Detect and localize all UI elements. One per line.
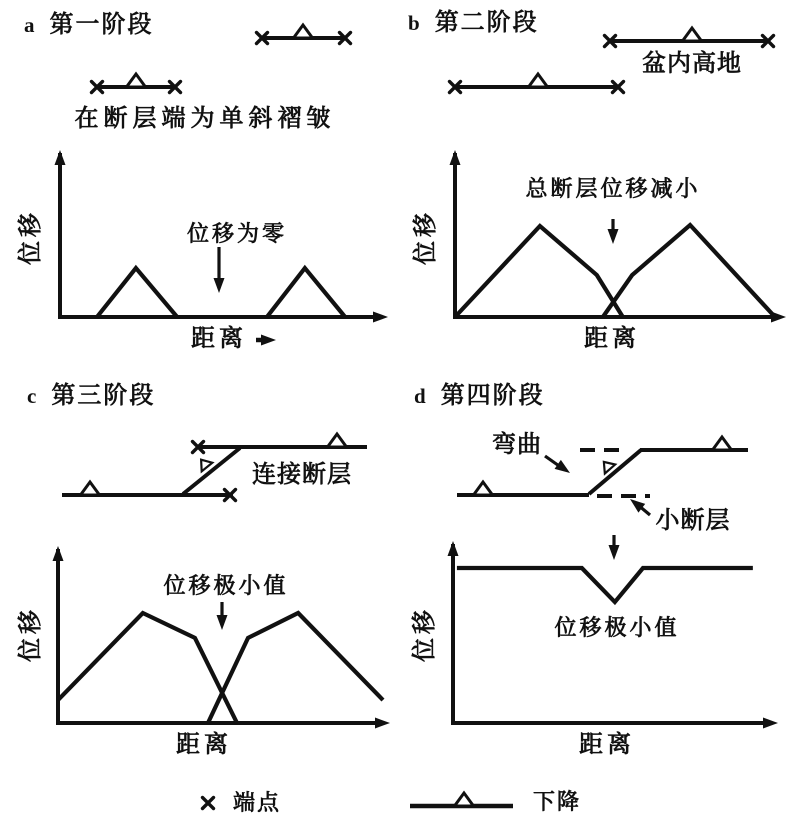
panel-a-caption: 在断层端为单斜褶皱	[74, 106, 336, 132]
panel-a-xlabel: 距离	[191, 326, 247, 352]
panel-stage-name: 第一阶段	[49, 12, 154, 38]
panel-a-annotation: 位移为零	[186, 221, 288, 246]
down-arrowhead-icon	[217, 615, 228, 630]
down-arrowhead-icon	[609, 545, 620, 560]
displacement-profile	[457, 568, 753, 602]
downthrown-triangle-icon	[599, 457, 615, 473]
panel-d-ylabel: 位移	[411, 606, 438, 662]
x-axis-arrowhead-icon	[375, 718, 390, 729]
panel-c-map-label: 连接断层	[252, 462, 352, 488]
panel-letter: b	[408, 11, 420, 35]
panel-stage-name: 第四阶段	[440, 383, 545, 409]
displacement-profile	[455, 226, 623, 317]
panel-d-title	[414, 383, 545, 409]
linking-fault-line	[589, 450, 641, 494]
linking-fault-line	[183, 448, 240, 494]
panel-stage-name: 第三阶段	[51, 383, 156, 409]
displacement-profile	[208, 613, 383, 723]
panel-c-annotation: 位移极小值	[163, 573, 289, 598]
panel-d-small-fault-label: 小断层	[655, 508, 731, 534]
legend-downthrown-label: 下降	[532, 789, 582, 814]
displacement-profile	[603, 225, 775, 317]
downthrown-triangle-icon	[474, 482, 493, 495]
panel-b-annotation: 总断层位移减小	[525, 176, 701, 201]
panel-b-ylabel: 位移	[412, 209, 439, 265]
panel-a-title	[24, 12, 154, 38]
panel-letter: a	[24, 13, 35, 37]
y-axis-arrowhead-icon	[55, 150, 66, 165]
downthrown-triangle-icon	[529, 74, 548, 87]
downthrown-triangle-icon	[127, 74, 146, 87]
panel-a-ylabel: 位移	[17, 209, 44, 265]
legend-downthrown-triangle-icon	[455, 793, 474, 806]
legend-endpoint-label: 端点	[232, 790, 282, 815]
displacement-profile	[58, 613, 237, 723]
panel-b-xlabel: 距离	[584, 326, 640, 352]
downthrown-triangle-icon	[713, 437, 732, 450]
downthrown-triangle-icon	[683, 28, 702, 41]
panel-c-ylabel: 位移	[17, 606, 44, 662]
displacement-profile	[97, 268, 177, 317]
panel-d-bend-label: 弯曲	[492, 432, 542, 458]
x-axis-arrowhead-icon	[763, 718, 778, 729]
panel-d-xlabel: 距离	[579, 732, 635, 758]
panel-c-title	[27, 383, 155, 409]
panel-d-annotation: 位移极小值	[554, 615, 680, 640]
bend-arrowhead-icon	[555, 460, 574, 478]
distance-arrowhead-icon	[261, 335, 276, 346]
y-axis-arrowhead-icon	[448, 541, 459, 556]
downthrown-triangle-icon	[81, 482, 100, 495]
down-arrowhead-icon	[214, 278, 225, 293]
down-arrowhead-icon	[608, 229, 619, 244]
panel-stage-name: 第二阶段	[434, 10, 539, 36]
displacement-profile	[267, 268, 345, 317]
panel-c-xlabel: 距离	[176, 732, 232, 758]
downthrown-triangle-icon	[196, 455, 213, 471]
panel-letter: c	[27, 384, 37, 408]
x-axis-arrowhead-icon	[373, 312, 388, 323]
downthrown-triangle-icon	[328, 434, 347, 447]
panel-b-title	[408, 10, 539, 36]
downthrown-triangle-icon	[294, 25, 313, 38]
panel-letter: d	[414, 384, 426, 408]
panel-b-map-label: 盆内高地	[642, 51, 742, 77]
y-axis-arrowhead-icon	[450, 150, 461, 165]
legend-endpoint-x-icon	[203, 798, 214, 809]
y-axis-arrowhead-icon	[53, 546, 64, 561]
